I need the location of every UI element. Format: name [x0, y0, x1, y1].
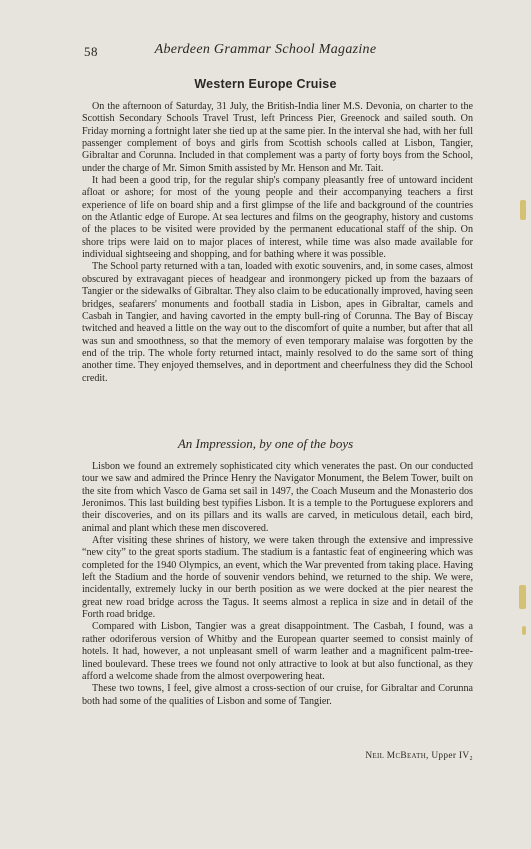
article-paragraph: It had been a good trip, for the regular ship's company pleasantly free of untoward incident afloat or ashore; for most of the young people and their accompanying teachers a first experience of life on board ship and a first glimpse of the life and background of the countries on the Atlantic edge of Europe. At sea lectures and films on the geography, history and customs of the places to be visited were provided by the permanent educational staff of the ship. On shore trips were laid on to major places of interest, while time was also made available for individual sightseeing and shopping, and for bathing where it was possible.: [82, 175, 473, 261]
article-paragraph: The School party returned with a tan, loaded with exotic souvenirs, and, in some cases, almost obscured by extravagant pieces of headgear and ironmongery picked up from the bazaars of Tangier or the sidewalks of Gibraltar. They also claim to be educationally improved, having seen bridges, seafarers' monuments and football stadia in Lisbon, apes in Gibraltar, camels and Casbah in Tangier, and having cavorted in the empty bull-ring of Corunna. The Bay of Biscay twitched and heaved a little on the way out to the discomfort of quite a number, but after that all was sun and smoothness, so that the memory of even temporary malaise was forgotten by the end of the trip. The whole forty returned intact, mainly resolved to do the same sort of thing another time. They enjoyed themselves, and in deportment and cheerfulness they did the School credit.: [82, 261, 473, 384]
impression-paragraph: These two towns, I feel, give almost a cross-section of our cruise, for Gibraltar and Corunna both had some of the qualities of Lisbon and some of Tangier.: [82, 683, 473, 707]
margin-mark: [522, 626, 526, 635]
article-paragraph: On the afternoon of Saturday, 31 July, the British-India liner M.S. Devonia, on charter to the Scottish Secondary Schools Travel Trust, left Princess Pier, Greenock and sailed south. On Friday morning a fortnight later she tied up at the same pier. In the interval she had, with her full passenger complement of boys and girls from Scottish schools called at Lisbon, Tangier, Gibraltar and Corunna. Included in that complement was a party of forty boys from the School, under the charge of Mr. Simon Smith assisted by Mr. Henson and Mr. Tait.: [82, 101, 473, 174]
impression-body: [82, 461, 473, 708]
page-number: 58: [84, 44, 98, 59]
article-title: Western Europe Cruise: [194, 77, 337, 91]
author-signature: [365, 751, 473, 761]
author-form: Upper IV₂: [431, 751, 473, 761]
margin-mark: [520, 200, 526, 220]
running-header: Aberdeen Grammar School Magazine: [154, 42, 377, 57]
impression-paragraph: After visiting these shrines of history, we were taken through the extensive and impressive “new city” to the great sports stadium. The stadium is a fantastic feat of engineering which was completed for the 1940 Olympics, an event, which the War prevented from taking place. Having left the Stadium and the horde of souvenir vendors behind, we returned to the ship. We were, incidentally, extremely lucky in our berth position as we were docked at the pier nearest the great new road bridge across the Tagus. It seems almost a replica in size and in detail of the Forth road bridge.: [82, 535, 473, 621]
margin-mark: [519, 585, 526, 609]
impression-paragraph: Compared with Lisbon, Tangier was a great disappointment. The Casbah, I found, was a rather odoriferous version of Whitby and the European quarter seemed to consist mainly of hotels. It had, however, a not unpleasant smell of warm leather and a magnificent palm-tree-lined boulevard. These trees we found not only attractive to look at but also functional, as they afford a welcome shade from the almost overpowering heat.: [82, 621, 473, 682]
impression-heading: An Impression, by one of the boys: [177, 436, 354, 451]
impression-paragraph: Lisbon we found an extremely sophisticated city which venerates the past. On our conducted tour we saw and admired the Prince Henry the Navigator Monument, the Belem Tower, built on the site from which Vasco de Gama set sail in 1497, the Coach Museum and the Monasterio dos Jeronimos. This last building best typifies Lisbon. It is a temple to the Portuguese explorers and their discoveries, and on its pillars and its walls are carved, in meticulous detail, each bird, animal and plant which these men discovered.: [82, 461, 473, 534]
author-name: Neil McBeath,: [365, 751, 429, 761]
article-body: [82, 101, 473, 385]
